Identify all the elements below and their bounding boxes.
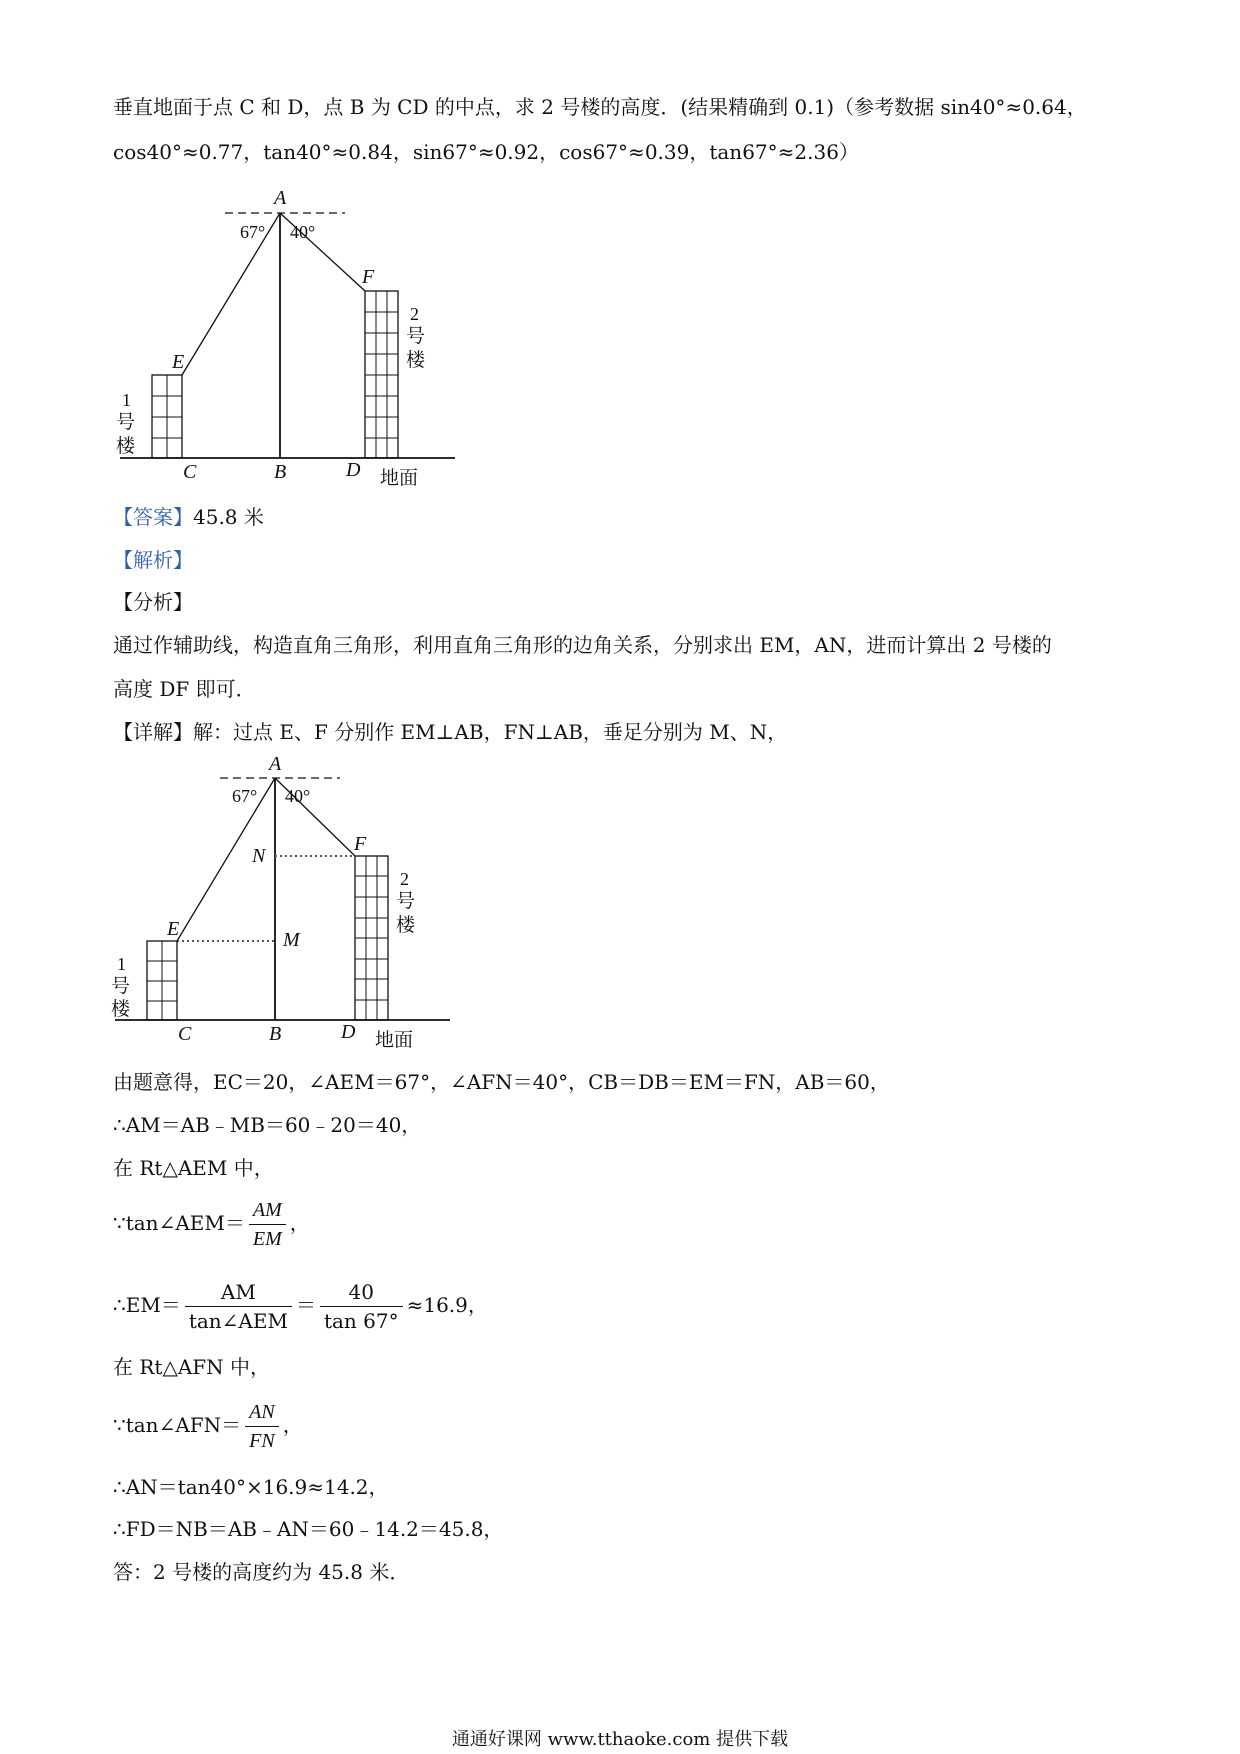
building1-num: 1	[122, 390, 131, 410]
xiangjie-tag: 【详解】	[113, 720, 193, 744]
xiangjie-text: 解：过点 E、F 分别作 EM⊥AB，FN⊥AB，垂足分别为 M、N，	[193, 720, 788, 744]
jiexi-tag: 【解析】	[113, 548, 193, 572]
fenxi-line-1: 通过作辅助线，构造直角三角形，利用直角三角形的边角关系，分别求出 EM，AN，进而计算出 2 号楼的	[113, 633, 1052, 657]
label-E: E	[167, 918, 180, 940]
em-result: ≈16.9，	[406, 1293, 488, 1317]
building2-hao: 号	[406, 325, 426, 347]
fraction-denominator: tan∠AEM	[188, 1309, 288, 1333]
solution-line-10: 答：2 号楼的高度约为 45.8 米．	[113, 1560, 410, 1584]
label-B: B	[274, 461, 287, 483]
fenxi-tag: 【分析】	[113, 590, 193, 614]
solution-line-9: ∴FD＝NB＝AB﹣AN＝60﹣14.2＝45.8，	[113, 1517, 504, 1541]
answer-tag: 【答案】	[113, 505, 193, 529]
building1-hao: 号	[116, 411, 136, 433]
building1-hao: 号	[111, 975, 131, 997]
angle-67-label: 67°	[232, 786, 258, 806]
solution-line-2: ∴AM＝AB﹣MB＝60﹣20＝40，	[113, 1113, 422, 1137]
solution-line-7	[113, 1400, 303, 1453]
label-F: F	[362, 266, 375, 288]
problem-line-2: cos40°≈0.77，tan40°≈0.84，sin67°≈0.92，cos67°≈0.39，tan67°≈2.36）	[113, 140, 859, 164]
punctuation: ，	[289, 1211, 310, 1235]
label-A: A	[269, 753, 282, 775]
building1-lou: 楼	[116, 435, 136, 457]
punctuation: ，	[282, 1413, 303, 1437]
em-prefix: ∴EM＝	[113, 1293, 181, 1317]
footer-source: 通通好课网 www.tthaoke.com 提供下载	[451, 1729, 789, 1750]
building2-lou: 楼	[406, 349, 426, 371]
angle-67-label: 67°	[240, 222, 266, 242]
xiangjie-line	[113, 720, 787, 744]
solution-line-1: 由题意得，EC＝20，∠AEM＝67°，∠AFN＝40°，CB＝DB＝EM＝FN，AB＝60，	[113, 1070, 890, 1094]
building1-num: 1	[117, 954, 126, 974]
building2-num: 2	[400, 869, 409, 889]
label-E: E	[172, 351, 185, 373]
fraction-numerator: AN	[245, 1400, 279, 1427]
fraction-am-tan	[185, 1280, 292, 1333]
label-C: C	[183, 461, 197, 483]
fraction-an-fn	[245, 1400, 279, 1453]
label-B: B	[269, 1023, 282, 1045]
fenxi-line-2: 高度 DF 即可．	[113, 677, 256, 701]
fraction-denominator: FN	[249, 1430, 275, 1452]
solution-line-8: ∴AN＝tan40°×16.9≈14.2，	[113, 1475, 389, 1499]
solution-line-4	[113, 1198, 310, 1251]
solution-line-6: 在 Rt△AFN 中，	[113, 1355, 271, 1379]
solution-line-3: 在 Rt△AEM 中，	[113, 1156, 274, 1180]
building2-hao: 号	[396, 890, 416, 912]
figure-1	[110, 178, 470, 490]
fraction-numerator: AM	[249, 1198, 286, 1225]
label-F: F	[354, 833, 367, 855]
tan-afn-prefix: ∵tan∠AFN＝	[113, 1413, 242, 1437]
ground-label: 地面	[380, 467, 419, 489]
fraction-denominator: tan 67°	[323, 1309, 399, 1333]
tan-aem-prefix: ∵tan∠AEM＝	[113, 1211, 245, 1235]
label-N: N	[252, 845, 266, 867]
building2-lou: 楼	[396, 914, 416, 936]
building1-lou: 楼	[111, 998, 131, 1020]
figure-2	[105, 748, 465, 1060]
solution-line-5	[113, 1280, 488, 1333]
ground-label: 地面	[375, 1029, 414, 1051]
label-A: A	[274, 187, 287, 209]
fraction-am-em	[249, 1198, 286, 1251]
problem-line-1: 垂直地面于点 C 和 D，点 B 为 CD 的中点，求 2 号楼的高度．(结果精确到 0.1)（参考数据 sin40°≈0.64，	[113, 95, 1087, 119]
label-D: D	[346, 459, 361, 481]
label-C: C	[178, 1023, 192, 1045]
equals-sign: ＝	[295, 1293, 316, 1317]
fraction-numerator: AM	[185, 1280, 292, 1307]
angle-40-label: 40°	[290, 222, 316, 242]
fraction-numerator: 40	[320, 1280, 403, 1307]
label-D: D	[341, 1021, 356, 1043]
building2-num: 2	[410, 304, 419, 324]
angle-40-label: 40°	[285, 786, 311, 806]
answer-value: 45.8 米	[193, 505, 264, 529]
answer-line	[113, 505, 264, 529]
label-M: M	[283, 929, 300, 951]
fraction-40-tan67	[320, 1280, 403, 1333]
fraction-denominator: EM	[252, 1228, 282, 1250]
